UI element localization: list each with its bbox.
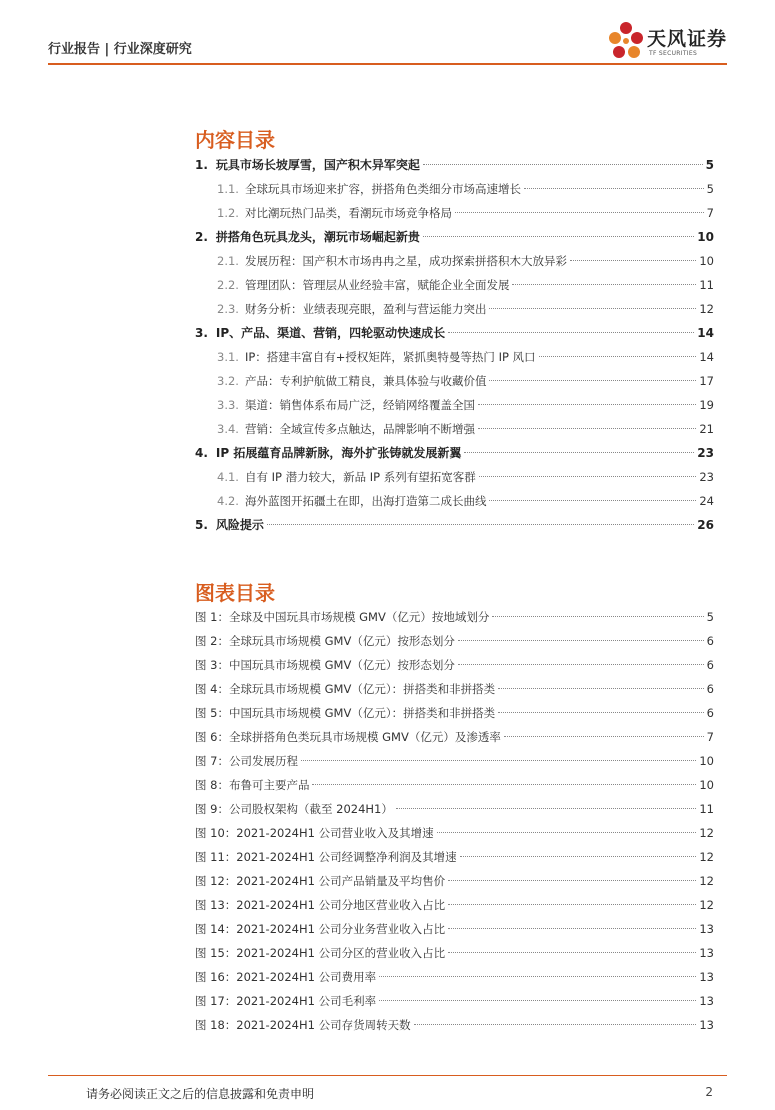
toc-entry[interactable]	[195, 297, 714, 321]
figure-entry-title: 图 15：2021-2024H1 公司分区的营业收入占比	[195, 946, 446, 960]
figure-entry[interactable]	[195, 725, 714, 749]
dot-leader	[396, 808, 697, 809]
figures-list	[195, 605, 714, 1037]
toc-entry[interactable]	[195, 201, 714, 225]
toc-entry-number: 1.2.	[217, 206, 239, 220]
toc-entry-title: 风险提示	[215, 518, 264, 532]
dot-leader	[312, 784, 696, 785]
toc-entry-title: 管理团队：管理层从业经验丰富，赋能企业全面发展	[244, 278, 510, 292]
figure-entry[interactable]	[195, 773, 714, 797]
figure-entry-page: 10	[699, 778, 714, 792]
toc-entry-page: 11	[699, 278, 714, 292]
dot-leader	[458, 664, 704, 665]
toc-entry-number: 3.4.	[217, 422, 239, 436]
dot-leader	[478, 428, 696, 429]
dot-leader	[448, 904, 696, 905]
toc-entry-page: 21	[699, 422, 714, 436]
figure-entry-page: 13	[699, 946, 714, 960]
toc-entry-page: 14	[697, 326, 714, 340]
dot-leader	[489, 500, 696, 501]
figure-entry[interactable]	[195, 869, 714, 893]
dot-leader	[498, 712, 704, 713]
toc-entry-number: 3.3.	[217, 398, 239, 412]
contents-title: 内容目录	[195, 128, 275, 152]
figure-entry-title: 图 9：公司股权架构（截至 2024H1）	[195, 802, 393, 816]
header-divider	[48, 63, 727, 65]
toc-entry-title: 自有 IP 潜力较大，新品 IP 系列有望拓宽客群	[244, 470, 476, 484]
toc-entry-number: 2.3.	[217, 302, 239, 316]
dot-leader	[414, 1024, 697, 1025]
dot-leader	[512, 284, 696, 285]
toc-entry[interactable]	[195, 369, 714, 393]
figure-entry-title: 图 1：全球及中国玩具市场规模 GMV（亿元）按地域划分	[195, 610, 490, 624]
figure-entry-page: 11	[699, 802, 714, 816]
figure-entry-page: 6	[706, 658, 714, 672]
figure-entry[interactable]	[195, 989, 714, 1013]
toc-entry-number: 4.2.	[217, 494, 239, 508]
figure-entry-page: 12	[699, 826, 714, 840]
toc-entry-title: IP、产品、渠道、营销，四轮驱动快速成长	[215, 326, 446, 340]
toc-entry[interactable]	[195, 513, 714, 537]
toc-entry-number: 5.	[195, 518, 208, 532]
footer-divider	[48, 1075, 727, 1076]
toc-entry-number: 2.	[195, 230, 208, 244]
toc-entry-number: 4.1.	[217, 470, 239, 484]
toc-entry-title: 营销：全域宣传多点触达，品牌影响不断增强	[244, 422, 475, 436]
toc-entry-page: 5	[705, 158, 714, 172]
report-category: 行业报告 | 行业深度研究	[48, 42, 192, 57]
figure-entry-title: 图 3：中国玩具市场规模 GMV（亿元）按形态划分	[195, 658, 455, 672]
toc-entry-title: 财务分析：业绩表现亮眼，盈利与营运能力突出	[244, 302, 487, 316]
dot-leader	[539, 356, 697, 357]
toc-entry[interactable]	[195, 345, 714, 369]
dot-leader	[455, 212, 704, 213]
flower-logo-icon	[607, 20, 645, 64]
figure-entry-title: 图 6：全球拼搭角色类玩具市场规模 GMV（亿元）及渗透率	[195, 730, 501, 744]
toc-entry-number: 2.1.	[217, 254, 239, 268]
toc-entry[interactable]	[195, 273, 714, 297]
toc-entry-number: 1.	[195, 158, 208, 172]
dot-leader	[460, 856, 697, 857]
dot-leader	[489, 380, 696, 381]
dot-leader	[423, 164, 703, 165]
figure-entry[interactable]	[195, 629, 714, 653]
figure-entry[interactable]	[195, 845, 714, 869]
company-logo	[607, 20, 732, 64]
toc-entry[interactable]	[195, 177, 714, 201]
figure-entry[interactable]	[195, 893, 714, 917]
figure-entry[interactable]	[195, 701, 714, 725]
disclaimer-text: 请务必阅读正文之后的信息披露和免责申明	[86, 1087, 315, 1101]
dot-leader	[379, 1000, 696, 1001]
dot-leader	[458, 640, 704, 641]
figure-entry-page: 12	[699, 850, 714, 864]
figure-entry-page: 13	[699, 994, 714, 1008]
toc-entry-title: 渠道：销售体系布局广泛，经销网络覆盖全国	[244, 398, 475, 412]
figure-entry-page: 6	[706, 682, 714, 696]
figure-entry-page: 12	[699, 898, 714, 912]
figure-entry-title: 图 8：布鲁可主要产品	[195, 778, 310, 792]
toc-entry[interactable]	[195, 489, 714, 513]
dot-leader	[437, 832, 697, 833]
figure-entry[interactable]	[195, 965, 714, 989]
logo-text: 天风证券	[647, 28, 728, 50]
figure-entry[interactable]	[195, 917, 714, 941]
dot-leader	[504, 736, 704, 737]
figure-entry-page: 12	[699, 874, 714, 888]
page-number: 2	[705, 1085, 713, 1099]
figure-entry-title: 图 12：2021-2024H1 公司产品销量及平均售价	[195, 874, 446, 888]
figure-entry-title: 图 5：中国玩具市场规模 GMV（亿元）：拼搭类和非拼搭类	[195, 706, 496, 720]
toc-entry-title: 对比潮玩热门品类，看潮玩市场竞争格局	[244, 206, 452, 220]
toc-entry-number: 3.1.	[217, 350, 239, 364]
toc-entry-page: 7	[706, 206, 714, 220]
figure-entry-page: 6	[706, 706, 714, 720]
dot-leader	[301, 760, 696, 761]
toc-entry-page: 12	[699, 302, 714, 316]
dot-leader	[379, 976, 696, 977]
toc-entry-title: 玩具市场长坡厚雪，国产积木异军突起	[215, 158, 420, 172]
toc-entry-title: 全球玩具市场迎来扩容，拼搭角色类细分市场高速增长	[244, 182, 521, 196]
toc-entry[interactable]	[195, 321, 714, 345]
toc-entry-number: 3.2.	[217, 374, 239, 388]
toc-entry-title: 发展历程：国产积木市场冉冉之星，成功探索拼搭积木大放异彩	[244, 254, 567, 268]
figure-entry-title: 图 11：2021-2024H1 公司经调整净利润及其增速	[195, 850, 457, 864]
dot-leader	[423, 236, 694, 237]
toc-entry-page: 17	[699, 374, 714, 388]
toc-entry[interactable]	[195, 465, 714, 489]
toc-entry[interactable]	[195, 225, 714, 249]
toc-entry-title: 拼搭角色玩具龙头，潮玩市场崛起新贵	[215, 230, 420, 244]
toc-entry-number: 3.	[195, 326, 208, 340]
figure-entry-title: 图 13：2021-2024H1 公司分地区营业收入占比	[195, 898, 446, 912]
dot-leader	[478, 404, 696, 405]
dot-leader	[570, 260, 696, 261]
figure-entry[interactable]	[195, 653, 714, 677]
figure-entry-title: 图 7：公司发展历程	[195, 754, 298, 768]
figure-entry-title: 图 18：2021-2024H1 公司存货周转天数	[195, 1018, 411, 1032]
figure-entry-page: 10	[699, 754, 714, 768]
contents-list	[195, 153, 714, 537]
figure-entry-title: 图 2：全球玩具市场规模 GMV（亿元）按形态划分	[195, 634, 455, 648]
dot-leader	[479, 476, 697, 477]
toc-entry-title: 产品：专利护航做工精良，兼具体验与收藏价值	[244, 374, 487, 388]
toc-entry-page: 24	[699, 494, 714, 508]
figure-entry-title: 图 17：2021-2024H1 公司毛利率	[195, 994, 377, 1008]
figure-entry-title: 图 14：2021-2024H1 公司分业务营业收入占比	[195, 922, 446, 936]
toc-entry-page: 23	[697, 446, 714, 460]
figure-entry[interactable]	[195, 605, 714, 629]
dot-leader	[492, 616, 703, 617]
toc-entry-page: 23	[699, 470, 714, 484]
toc-entry[interactable]	[195, 441, 714, 465]
toc-entry-number: 2.2.	[217, 278, 239, 292]
figure-entry-title: 图 16：2021-2024H1 公司费用率	[195, 970, 377, 984]
figure-entry-page: 13	[699, 1018, 714, 1032]
toc-entry-number: 4.	[195, 446, 208, 460]
toc-entry[interactable]	[195, 153, 714, 177]
figure-entry-page: 7	[706, 730, 714, 744]
figures-title: 图表目录	[195, 581, 275, 605]
toc-entry-page: 19	[699, 398, 714, 412]
dot-leader	[464, 452, 694, 453]
figure-entry[interactable]	[195, 749, 714, 773]
dot-leader	[448, 880, 696, 881]
figure-entry-page: 13	[699, 970, 714, 984]
toc-entry-page: 26	[697, 518, 714, 532]
figure-entry-title: 图 4：全球玩具市场规模 GMV（亿元）：拼搭类和非拼搭类	[195, 682, 496, 696]
toc-entry-title: IP 拓展蕴育品牌新脉，海外扩张铸就发展新翼	[215, 446, 462, 460]
figure-entry[interactable]	[195, 677, 714, 701]
figure-entry-title: 图 10：2021-2024H1 公司营业收入及其增速	[195, 826, 434, 840]
toc-entry-page: 14	[699, 350, 714, 364]
figure-entry[interactable]	[195, 821, 714, 845]
dot-leader	[498, 688, 704, 689]
toc-entry[interactable]	[195, 417, 714, 441]
figure-entry-page: 13	[699, 922, 714, 936]
dot-leader	[448, 928, 696, 929]
dot-leader	[448, 332, 694, 333]
toc-entry-page: 5	[706, 182, 714, 196]
dot-leader	[524, 188, 704, 189]
toc-entry-page: 10	[697, 230, 714, 244]
logo-subtext: TF SECURITIES	[649, 50, 698, 57]
dot-leader	[267, 524, 694, 525]
toc-entry-number: 1.1.	[217, 182, 239, 196]
figure-entry[interactable]	[195, 797, 714, 821]
dot-leader	[448, 952, 696, 953]
figure-entry[interactable]	[195, 1013, 714, 1037]
toc-entry[interactable]	[195, 249, 714, 273]
figure-entry-page: 6	[706, 634, 714, 648]
figure-entry[interactable]	[195, 941, 714, 965]
toc-entry-page: 10	[699, 254, 714, 268]
dot-leader	[489, 308, 696, 309]
figure-entry-page: 5	[706, 610, 714, 624]
toc-entry-title: 海外蓝图开拓疆土在即，出海打造第二成长曲线	[244, 494, 487, 508]
toc-entry-title: IP：搭建丰富自有+授权矩阵，紧抓奥特曼等热门 IP 风口	[244, 350, 536, 364]
toc-entry[interactable]	[195, 393, 714, 417]
